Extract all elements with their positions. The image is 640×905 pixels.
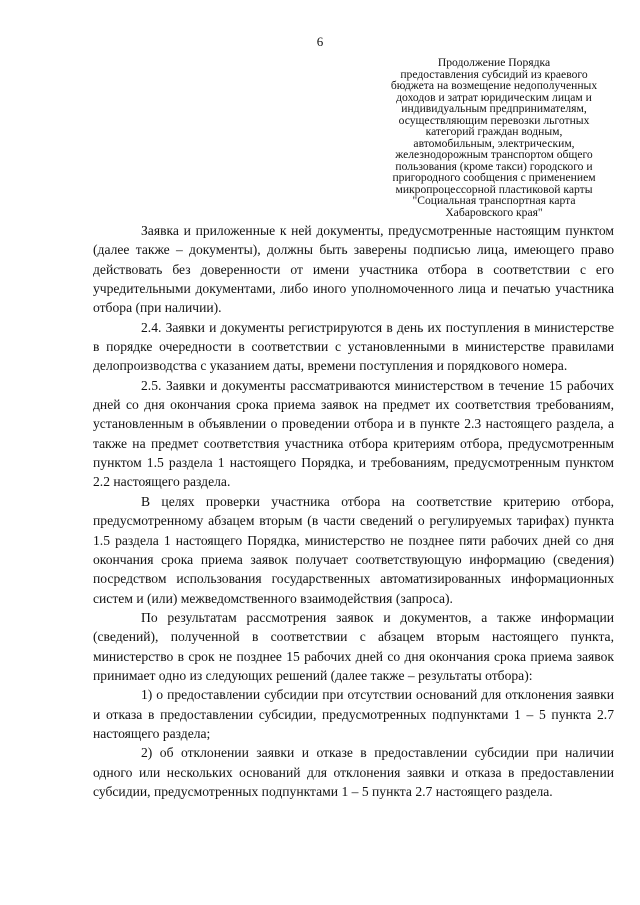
document-header <box>370 57 618 218</box>
header-line: Хабаровского края" <box>445 205 543 219</box>
header-line: микропроцессорной пластиковой карты <box>395 182 593 196</box>
header-line: доходов и затрат юридическим лицам и <box>396 90 592 104</box>
list-item: 1) о предоставлении субсидии при отсутствии оснований для отклонения заявки и отказа в предоставлении субсидии, предусмотренных подпунктами 1 – 5 пункта 2.7 настоящего раздела; <box>93 687 614 741</box>
header-line: пригородного сообщения с применением <box>392 171 596 184</box>
header-line: осуществляющим перевозки льготных <box>398 113 590 127</box>
page-number: 6 <box>316 34 324 49</box>
header-line: "Социальная транспортная карта <box>412 194 576 207</box>
paragraph: 2.5. Заявки и документы рассматриваются министерством в течение 15 рабочих дней со дня окончания срока приема заявок на предмет их соответствия требованиям, установленным в объявлении о проведении отбора и в пункте 2.3 настоящего раздела, а также на предмет соответствия участника отбора критериям отбора, предусмотренным пунктом 1.5 раздела 1 настоящего Порядка, и требованиям, предусмотренным пунктом 2.2 настоящего раздела. <box>93 377 614 490</box>
header-line: пользования (кроме такси) городского и <box>395 159 593 173</box>
paragraph: По результатам рассмотрения заявок и документов, а также информации (сведений), полученной в соответствии с абзацем вторым настоящего пункта, министерство в срок не позднее 15 рабочих дней со дня окончания срока приема заявок принимает одно из следующих решений (далее также – результаты отбора): <box>93 609 614 683</box>
header-line: бюджета на возмещение недополученных <box>390 79 598 92</box>
paragraph: В целях проверки участника отбора на соответствие критерию отбора, предусмотренному абзацем вторым (в части сведений о регулируемых тарифах) пункта 1.5 раздела 1 настоящего Порядка, министерство не позднее пяти рабочих дней со дня окончания срока приема заявок получает соответствующую информацию (сведения) посредством использования государственных автоматизированных информационных систем и (или) межведомственного взаимодействия (запроса). <box>93 493 614 606</box>
list-item: 2) об отклонении заявки и отказе в предоставлении субсидии при наличии одного или нескольких оснований для отклонения заявки и отказа в предоставлении субсидии, предусмотренных подпунктами 1 – 5 пункта 2.7 настоящего раздела. <box>93 745 614 799</box>
header-line: Продолжение Порядка <box>437 56 551 69</box>
header-line: железнодорожным транспортом общего <box>395 148 593 161</box>
header-line: категорий граждан водным, <box>425 125 563 138</box>
document-body <box>93 221 614 801</box>
header-line: индивидуальным предпринимателям, <box>401 102 587 115</box>
header-line: автомобильным, электрическим, <box>413 136 575 150</box>
paragraph: Заявка и приложенные к ней документы, предусмотренные настоящим пунктом (далее также – документы), должны быть заверены подписью лица, имеющего право действовать без доверенности от имени участника отбора в соответствии с его учредительными документами, либо иного уполномоченного лица и печатью участника отбора (при наличии). <box>93 223 614 316</box>
paragraph: 2.4. Заявки и документы регистрируются в день их поступления в министерстве в порядке очередности в соответствии с установленными в министерстве правилами делопроизводства с указанием даты, времени поступления и порядкового номера. <box>93 319 614 374</box>
header-line: предоставления субсидий из краевого <box>400 67 588 81</box>
